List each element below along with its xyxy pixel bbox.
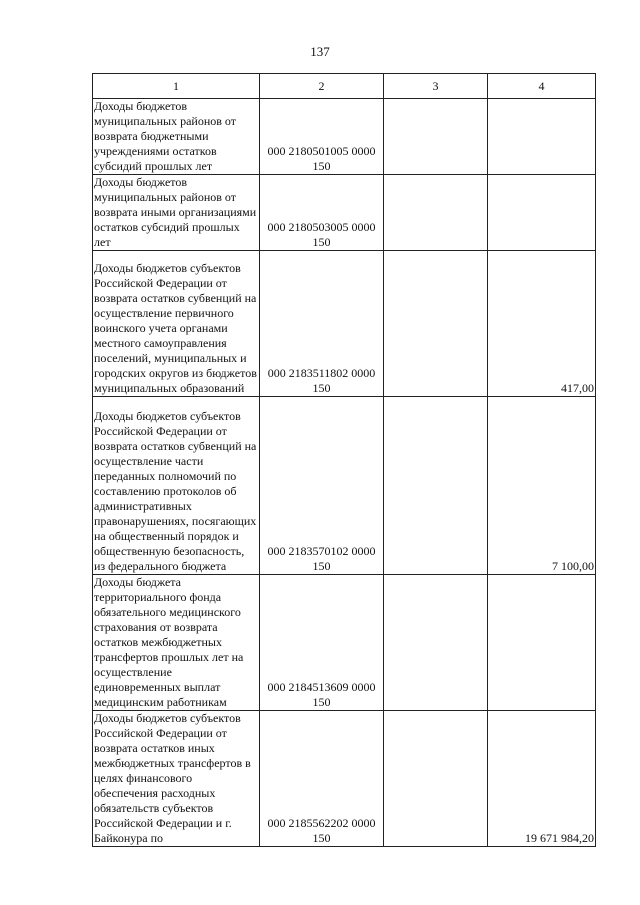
budget-code: 000 2185562202 0000 150: [260, 711, 384, 847]
revenue-name: Доходы бюджетов муниципальных районов от возврата иными организациями остатков субсидий прошлых лет: [93, 175, 260, 251]
amount-value: 19 671 984,20: [488, 711, 596, 847]
revenue-name: Доходы бюджетов субъектов Российской Федерации от возврата остатков субвенций на осуществление части переданных полномочий по составлению протоколов об административных правонарушениях, посягающих на общественный порядок и общественную безопасность, из федерального бюджета: [93, 397, 260, 575]
amount-value: [488, 575, 596, 711]
table-row: [93, 251, 596, 397]
column-3-value: [384, 99, 488, 175]
table-row: [93, 711, 596, 847]
amount-value: [488, 175, 596, 251]
header-col-1: 1: [93, 74, 260, 99]
column-3-value: [384, 397, 488, 575]
amount-value: [488, 99, 596, 175]
table-row: [93, 175, 596, 251]
budget-code: 000 2184513609 0000 150: [260, 575, 384, 711]
budget-code: 000 2183511802 0000 150: [260, 251, 384, 397]
column-3-value: [384, 175, 488, 251]
amount-value: 417,00: [488, 251, 596, 397]
column-3-value: [384, 575, 488, 711]
budget-code: 000 2183570102 0000 150: [260, 397, 384, 575]
amount-value: 7 100,00: [488, 397, 596, 575]
header-col-3: 3: [384, 74, 488, 99]
column-3-value: [384, 251, 488, 397]
budget-revenue-table: [92, 73, 596, 847]
revenue-name: Доходы бюджета территориального фонда обязательного медицинского страхования от возврата остатков межбюджетных трансфертов прошлых лет на осуществление единовременных выплат медицинским работникам: [93, 575, 260, 711]
revenue-name: Доходы бюджетов субъектов Российской Федерации от возврата остатков иных межбюджетных трансфертов в целях финансового обеспечения расходных обязательств субъектов Российской Федерации и г. Байконура по: [93, 711, 260, 847]
header-row: [93, 74, 596, 99]
revenue-name: Доходы бюджетов субъектов Российской Федерации от возврата остатков субвенций на осуществление первичного воинского учета органами местного самоуправления поселений, муниципальных и городских округов из бюджетов муниципальных образований: [93, 251, 260, 397]
table-row: [93, 99, 596, 175]
column-3-value: [384, 711, 488, 847]
table-row: [93, 575, 596, 711]
page-number: 137: [310, 44, 330, 59]
table-row: [93, 397, 596, 575]
budget-code: 000 2180501005 0000 150: [260, 99, 384, 175]
header-col-2: 2: [260, 74, 384, 99]
header-col-4: 4: [488, 74, 596, 99]
revenue-name: Доходы бюджетов муниципальных районов от возврата бюджетными учреждениями остатков субсидий прошлых лет: [93, 99, 260, 175]
budget-code: 000 2180503005 0000 150: [260, 175, 384, 251]
